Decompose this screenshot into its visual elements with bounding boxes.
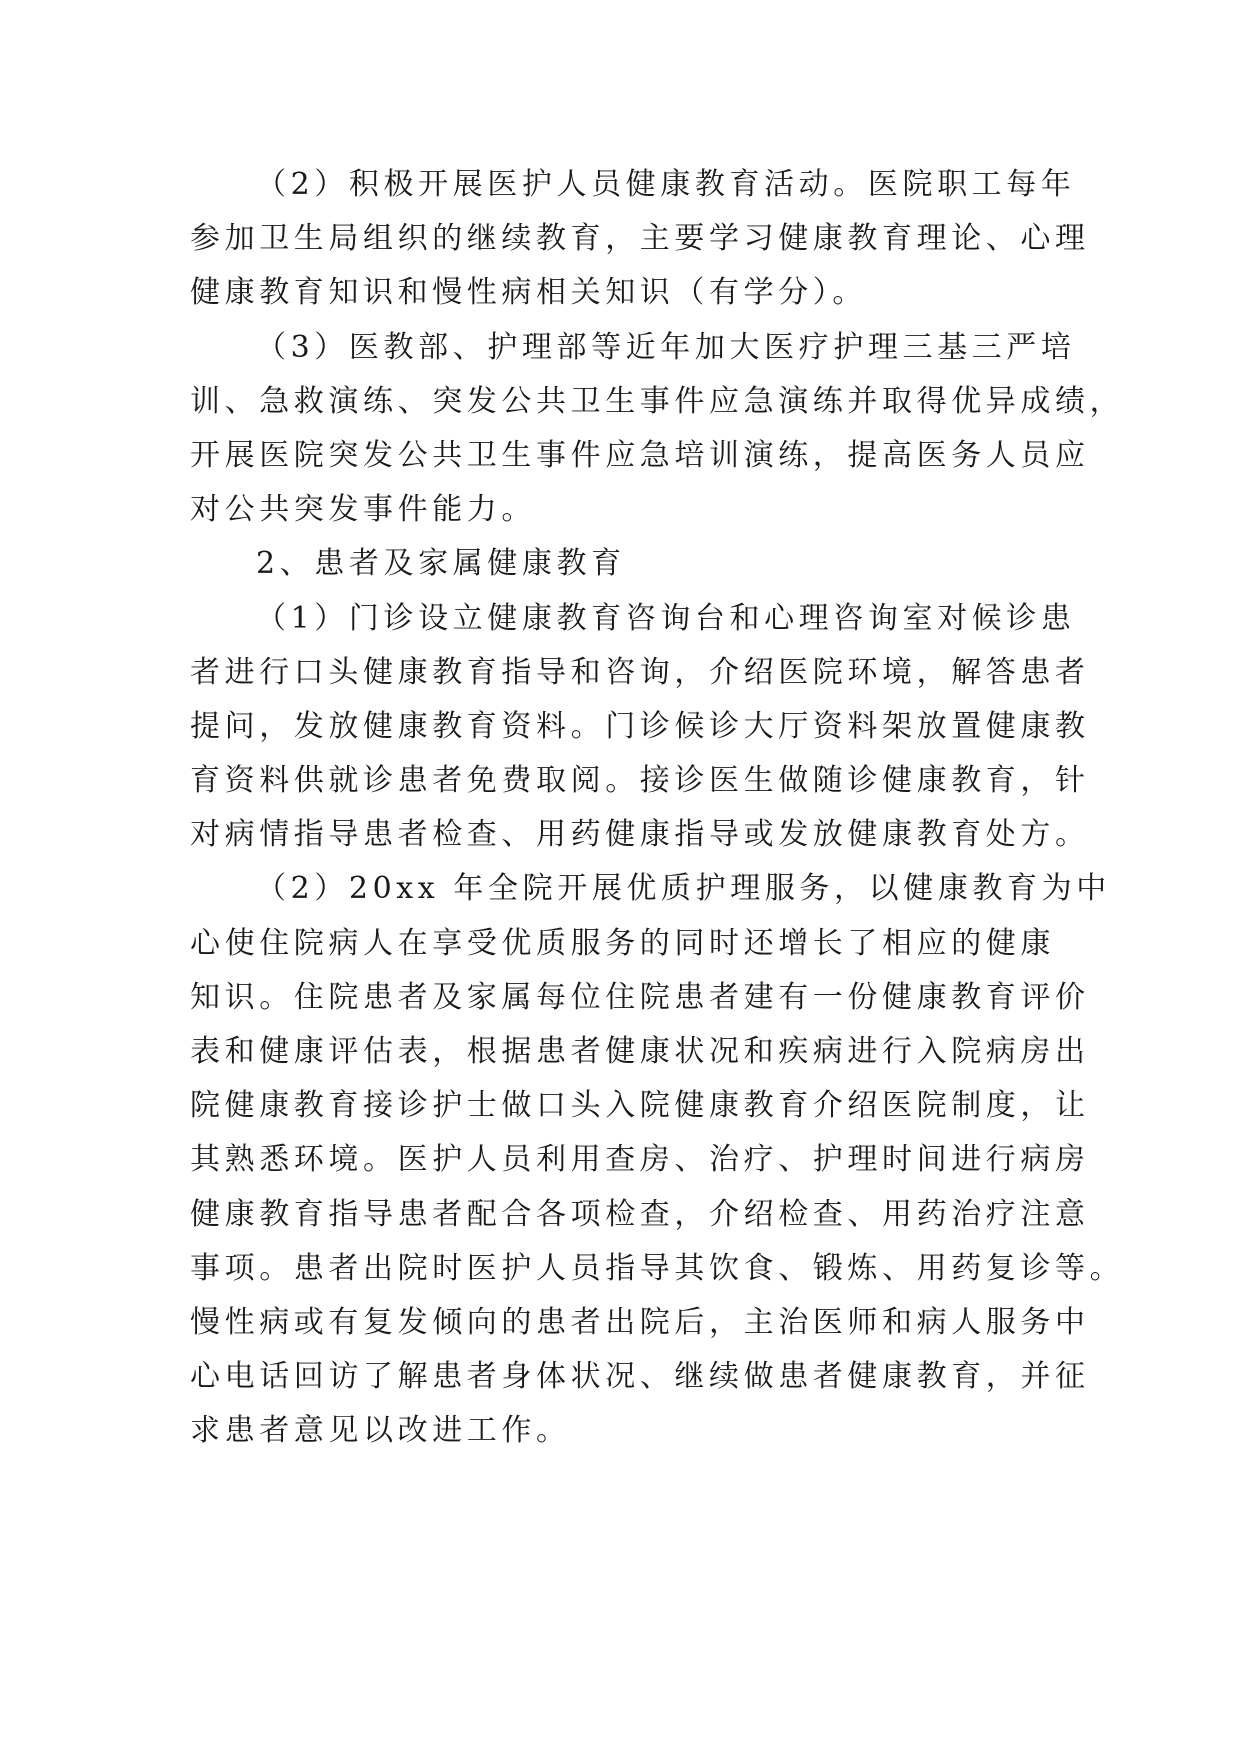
document-body — [190, 158, 1125, 1459]
text-line: （2）积极开展医护人员健康教育活动。医院职工每年 — [256, 167, 1076, 202]
text-line: 心使住院病人在享受优质服务的同时还增长了相应的健康 — [190, 925, 1055, 961]
paragraph-staff-education — [190, 158, 1090, 321]
text-line: 求患者意见以改进工作。 — [190, 1413, 571, 1449]
text-line: 表和健康评估表，根据患者健康状况和疾病进行入院病房出 — [190, 1034, 1090, 1069]
text-line: 对病情指导患者检查、用药健康指导或发放健康教育处方。 — [190, 817, 1090, 853]
paragraph-inpatient-education — [190, 862, 1125, 1458]
text-line: 对公共突发事件能力。 — [190, 492, 536, 528]
text-line: 育资料供就诊患者免费取阅。接诊医生做随诊健康教育，针 — [190, 763, 1090, 799]
text-line: 开展医院突发公共卫生事件应急培训演练，提高医务人员应 — [190, 437, 1090, 473]
text-line: 心电话回访了解患者身体状况、继续做患者健康教育，并征 — [190, 1359, 1090, 1395]
paragraph-outpatient-education — [190, 592, 1090, 863]
text-line: 者进行口头健康教育指导和咨询，介绍医院环境，解答患者 — [190, 654, 1090, 690]
text-line: （2）20xx 年全院开展优质护理服务，以健康教育为中 — [256, 871, 1111, 907]
text-line: 参加卫生局组织的继续教育，主要学习健康教育理论、心理 — [190, 221, 1090, 257]
section-heading-patient-education — [190, 537, 1070, 591]
text-line: 院健康教育接诊护士做口头入院健康教育介绍医院制度，让 — [190, 1088, 1090, 1124]
text-line: （1）门诊设立健康教育咨询台和心理咨询室对候诊患 — [256, 600, 1076, 636]
text-line: 健康教育知识和慢性病相关知识（有学分）。 — [190, 275, 867, 311]
text-line: 其熟悉环境。医护人员利用查房、治疗、护理时间进行病房 — [190, 1142, 1090, 1178]
text-line: 慢性病或有复发倾向的患者出院后，主治医师和病人服务中 — [190, 1304, 1090, 1340]
text-line: 健康教育指导患者配合各项检查，介绍检查、用药治疗注意 — [190, 1196, 1090, 1232]
text-line: 事项。患者出院时医护人员指导其饮食、锻炼、用药复诊等。 — [190, 1250, 1125, 1286]
text-line: 知识。住院患者及家属每位住院患者建有一份健康教育评价 — [190, 979, 1090, 1015]
paragraph-training-drills — [190, 321, 1125, 538]
text-line: （3）医教部、护理部等近年加大医疗护理三基三严培 — [256, 329, 1076, 365]
text-line: 训、急救演练、突发公共卫生事件应急演练并取得优异成绩， — [190, 383, 1125, 419]
text-line: 2、患者及家属健康教育 — [256, 546, 626, 582]
text-line: 提问，发放健康教育资料。门诊候诊大厅资料架放置健康教 — [190, 708, 1090, 744]
